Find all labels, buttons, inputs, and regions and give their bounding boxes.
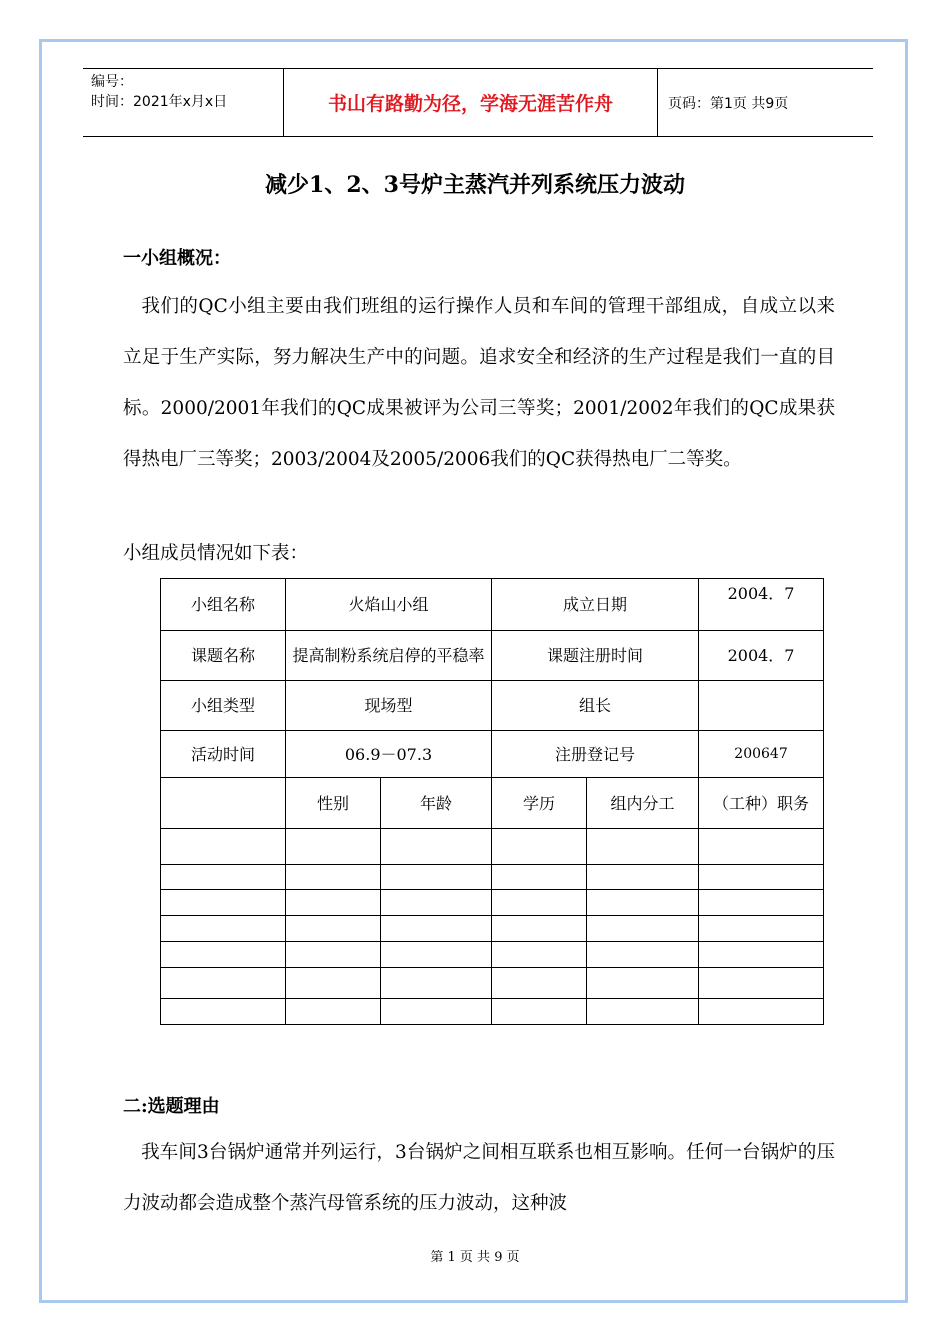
header-motto: 书山有路勤为径，学海无涯苦作舟 — [283, 69, 658, 136]
section-heading-2: 二:选题理由 — [123, 1096, 220, 1117]
document-title: 减少1、2、3号炉主蒸汽并列系统压力波动 — [265, 172, 685, 198]
team-info-table — [160, 578, 824, 1025]
time-label: 时间：2021年x月x日 — [91, 94, 228, 110]
table-row — [161, 916, 824, 942]
header-page-info: 页码：第1页 共9页 — [668, 95, 789, 112]
table-header-cell — [161, 778, 286, 829]
table-row — [161, 865, 824, 890]
table-row — [161, 999, 824, 1025]
table-row — [161, 681, 824, 731]
table-cell: 成立日期 — [492, 579, 699, 631]
table-cell: 2004．7 — [699, 579, 824, 631]
page-footer: 第 1 页 共 9 页 — [430, 1250, 520, 1265]
document-header — [83, 68, 873, 137]
table-cell: 2004．7 — [699, 631, 824, 681]
table-header-cell: 学历 — [492, 778, 587, 829]
table-row — [161, 942, 824, 968]
table-cell: 提高制粉系统启停的平稳率 — [286, 631, 492, 681]
table-cell: 现场型 — [286, 681, 492, 731]
table-row — [161, 829, 824, 865]
section-1-paragraph-text: 我们的QC小组主要由我们班组的运行操作人员和车间的管理干部组成，自成立以来立足于生产实际，努力解决生产中的问题。追求安全和经济的生产过程是我们一直的目标。2000/2001年我们的QC成果被评为公司三等奖；2001/2002年我们的QC成果获得热电厂三等奖；2003/2004及2005/2006我们的QC获得热电厂二等奖。 — [123, 296, 835, 470]
table-cell: 课题名称 — [161, 631, 286, 681]
section-1-paragraph — [123, 281, 835, 485]
table-cell: 200647 — [699, 731, 824, 778]
section-2-paragraph-text: 我车间3台锅炉通常并列运行，3台锅炉之间相互联系也相互影响。任何一台锅炉的压力波动都会造成整个蒸汽母管系统的压力波动，这种波 — [123, 1142, 835, 1214]
section-2-paragraph — [123, 1127, 835, 1229]
table-cell: 组长 — [492, 681, 699, 731]
table-cell: 活动时间 — [161, 731, 286, 778]
serial-label: 编号： — [91, 74, 133, 90]
table-cell: 06.9－07.3 — [286, 731, 492, 778]
table-header-cell: 性别 — [286, 778, 381, 829]
table-header-row — [161, 778, 824, 829]
table-row — [161, 579, 824, 631]
table-cell: 小组名称 — [161, 579, 286, 631]
table-header-cell: 年龄 — [381, 778, 492, 829]
table-header-cell: 组内分工 — [587, 778, 699, 829]
table-row — [161, 968, 824, 999]
section-heading-1: 一小组概况： — [123, 248, 231, 269]
table-cell: 小组类型 — [161, 681, 286, 731]
table-cell: 注册登记号 — [492, 731, 699, 778]
header-left-cell — [83, 69, 283, 136]
table-row — [161, 890, 824, 916]
table-cell: 火焰山小组 — [286, 579, 492, 631]
table-caption: 小组成员情况如下表： — [123, 543, 309, 564]
table-row — [161, 631, 824, 681]
table-row — [161, 731, 824, 778]
table-header-cell: （工种）职务 — [699, 778, 824, 829]
table-cell — [699, 681, 824, 731]
table-cell: 课题注册时间 — [492, 631, 699, 681]
